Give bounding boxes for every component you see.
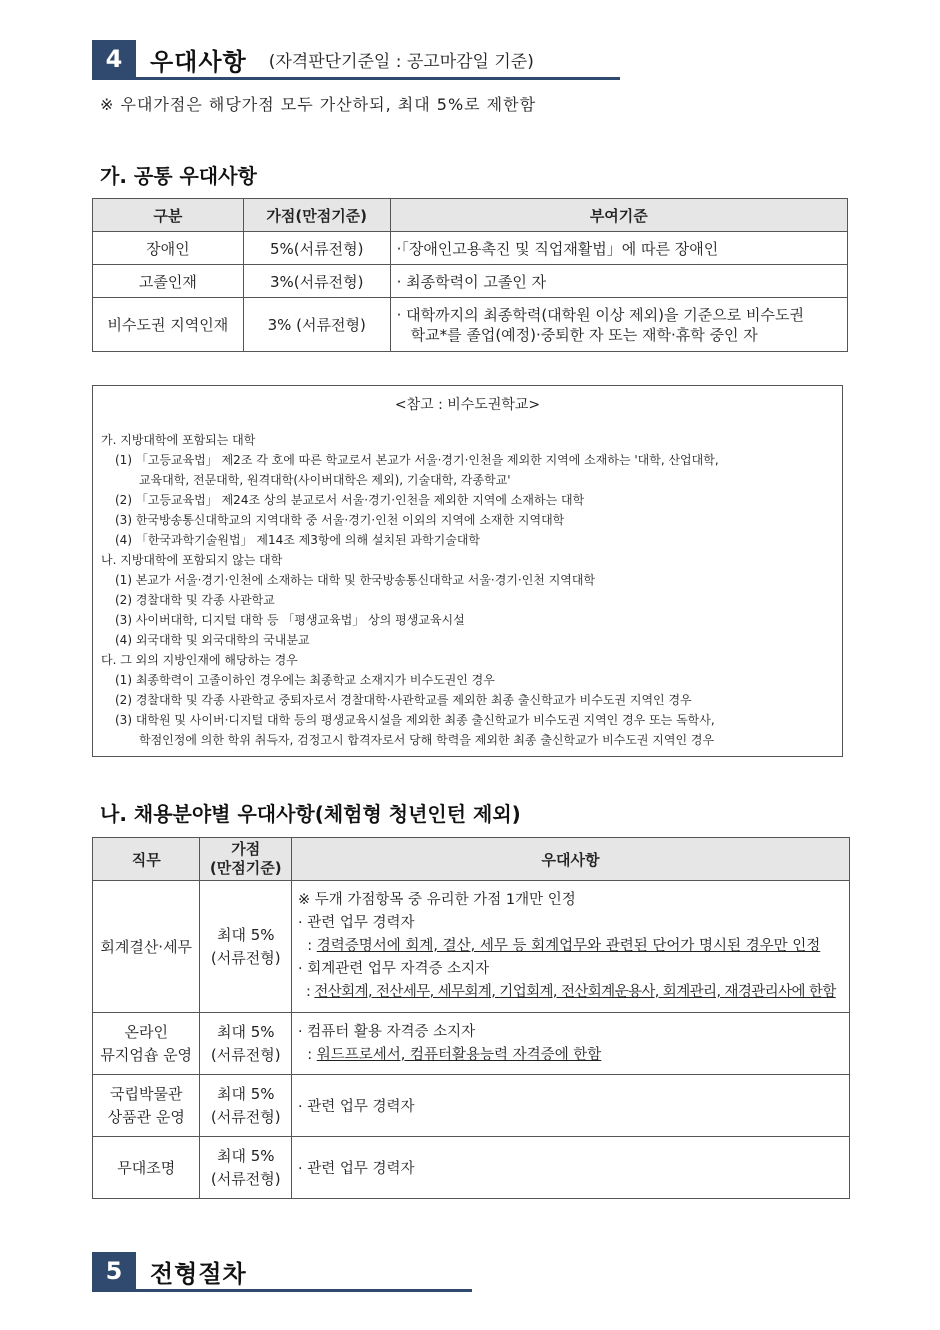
table-row — [93, 881, 850, 1013]
preference-line — [298, 935, 843, 958]
reference-line: 나. 지방대학에 포함되지 않는 대학 — [101, 553, 283, 567]
preference-line — [298, 981, 843, 1004]
reference-line: (4) 외국대학 및 외국대학의 국내분교 — [115, 633, 310, 647]
preference-cell: · 관련 업무 경력자 — [292, 1075, 850, 1137]
criteria-line: · 대학까지의 최종학력(대학원 이상 제외)을 기준으로 비수도권 — [396, 305, 804, 324]
reference-line: (1) 최종학력이 고졸이하인 경우에는 최종학교 소재지가 비수도권인 경우 — [115, 673, 495, 687]
section-number: 5 — [92, 1252, 136, 1290]
points-line: 최대 5% — [216, 1146, 275, 1165]
points-line: (서류전형) — [210, 948, 281, 967]
preference-cell — [292, 881, 850, 1013]
col-header-criteria: 부여기준 — [390, 199, 847, 232]
job-line: 뮤지엄숍 운영 — [100, 1045, 193, 1064]
job-cell: 회계결산·세무 — [93, 881, 200, 1013]
common-heading: 가. 공통 우대사항 — [100, 164, 257, 188]
preference-underlined-text: 워드프로세서, 컴퓨터활용능력 자격증에 한함 — [316, 1046, 602, 1063]
reference-line: 가. 지방대학에 포함되는 대학 — [101, 433, 256, 447]
points-line: 최대 5% — [216, 1022, 275, 1041]
points-line: 최대 5% — [216, 1084, 275, 1103]
byfield-heading: 나. 채용분야별 우대사항(체험형 청년인턴 제외) — [100, 802, 521, 826]
category-cell: 고졸인재 — [93, 265, 244, 298]
job-line: 국립박물관 — [109, 1084, 183, 1103]
section-number: 4 — [92, 40, 136, 78]
reference-line: 교육대학, 전문대학, 원격대학(사이버대학은 제외), 기술대학, 각종학교' — [139, 473, 511, 487]
points-cell — [200, 1137, 292, 1199]
points-cell — [200, 1013, 292, 1075]
table-row — [93, 232, 848, 265]
preference-line — [298, 1044, 843, 1067]
common-table — [92, 198, 848, 352]
reference-line: (1) 「고등교육법」 제2조 각 호에 따른 학교로서 본교가 서울·경기·인천을 제외한 지역에 소재하는 '대학, 산업대학, — [115, 453, 719, 467]
points-cell: 3%(서류전형) — [243, 265, 390, 298]
reference-line: 학점인정에 의한 학위 취득자, 검정고시 합격자로서 당해 학력을 제외한 최종 출신학교가 비수도권 지역인 경우 — [139, 733, 715, 747]
preference-cell: · 관련 업무 경력자 — [292, 1137, 850, 1199]
preference-line: · 회계관련 업무 자격증 소지자 — [298, 961, 490, 977]
reference-line: (3) 한국방송통신대학교의 지역대학 중 서울·경기·인천 이외의 지역에 소재한 지역대학 — [115, 513, 565, 527]
job-cell — [93, 1013, 200, 1075]
reference-line: (2) 경찰대학 및 각종 사관학교 — [115, 593, 275, 607]
col-header-job: 직무 — [93, 838, 200, 881]
points-line: 최대 5% — [216, 925, 275, 944]
section-subtitle: (자격판단기준일 : 공고마감일 기준) — [268, 51, 534, 72]
points-line: (서류전형) — [210, 1169, 281, 1188]
section-title: 전형절차 — [150, 1259, 247, 1288]
col-header-points — [200, 838, 292, 881]
bonus-note: ※ 우대가점은 해당가점 모두 가산하되, 최대 5%로 제한함 — [100, 95, 537, 114]
col-header-points: 가점(만점기준) — [243, 199, 390, 232]
points-cell: 5%(서류전형) — [243, 232, 390, 265]
reference-list — [93, 430, 842, 750]
col-header-category: 구분 — [93, 199, 244, 232]
table-row — [93, 1137, 850, 1199]
criteria-cell: ·「장애인고용촉진 및 직업재활법」에 따른 장애인 — [390, 232, 847, 265]
job-cell — [93, 1075, 200, 1137]
section-underline — [92, 1289, 472, 1292]
reference-line: 다. 그 외의 지방인재에 해당하는 경우 — [101, 653, 298, 667]
section-5-header — [92, 1252, 247, 1290]
job-cell: 무대조명 — [93, 1137, 200, 1199]
job-line: 상품관 운영 — [107, 1107, 185, 1126]
category-cell: 장애인 — [93, 232, 244, 265]
criteria-line: 학교*를 졸업(예정)·중퇴한 자 또는 재학·휴학 중인 자 — [410, 325, 758, 344]
category-cell: 비수도권 지역인재 — [93, 298, 244, 352]
points-header-line: (만점기준) — [209, 859, 282, 877]
table-row — [93, 298, 848, 352]
preference-prefix: : — [298, 984, 315, 1000]
points-line: (서류전형) — [210, 1107, 281, 1126]
points-cell — [200, 1075, 292, 1137]
reference-line: (1) 본교가 서울·경기·인천에 소재하는 대학 및 한국방송통신대학교 서울·경기·인천 지역대학 — [115, 573, 596, 587]
reference-line: (2) 「고등교육법」 제24조 상의 분교로서 서울·경기·인천을 제외한 지역에 소재하는 대학 — [115, 493, 585, 507]
preference-underlined-text: 전산회계, 전산세무, 세무회계, 기업회계, 전산회계운용사, 회계관리, 재경관리사에 한함 — [314, 984, 836, 1000]
byfield-table — [92, 837, 850, 1199]
points-line: (서류전형) — [210, 1045, 281, 1064]
preference-line: ※ 두개 가점항목 중 유리한 가점 1개만 인정 — [298, 892, 576, 908]
criteria-cell — [390, 298, 847, 352]
preference-prefix: : — [298, 938, 317, 954]
reference-line: (3) 대학원 및 사이버·디지털 대학 등의 평생교육시설을 제외한 최종 출신학교가 비수도권 지역인 경우 또는 독학사, — [115, 713, 715, 727]
preference-line: · 관련 업무 경력자 — [298, 915, 415, 931]
col-header-preference: 우대사항 — [292, 838, 850, 881]
reference-line: (4) 「한국과학기술원법」 제14조 제3항에 의해 설치된 과학기술대학 — [115, 533, 480, 547]
section-title: 우대사항 — [150, 47, 247, 76]
preference-cell — [292, 1013, 850, 1075]
reference-line: (2) 경찰대학 및 각종 사관학교 중퇴자로서 경찰대학·사관학교를 제외한 최종 출신학교가 비수도권 지역인 경우 — [115, 693, 692, 707]
points-header-line: 가점 — [231, 840, 261, 858]
reference-box — [92, 385, 843, 757]
criteria-cell: · 최종학력이 고졸인 자 — [390, 265, 847, 298]
reference-line: (3) 사이버대학, 디지털 대학 등 「평생교육법」 상의 평생교육시설 — [115, 613, 465, 627]
preference-line: · 컴퓨터 활용 자격증 소지자 — [298, 1023, 476, 1040]
table-row — [93, 1075, 850, 1137]
preference-underlined-text: 경력증명서에 회계, 결산, 세무 등 회계업무와 관련된 단어가 명시된 경우만 인정 — [316, 938, 821, 954]
job-line: 온라인 — [124, 1022, 168, 1041]
table-row — [93, 265, 848, 298]
points-cell — [200, 881, 292, 1013]
preference-prefix: : — [298, 1046, 317, 1063]
table-row — [93, 1013, 850, 1075]
section-4-header — [92, 40, 534, 78]
points-cell: 3% (서류전형) — [243, 298, 390, 352]
reference-title: <참고 : 비수도권학교> — [394, 397, 541, 413]
section-underline — [92, 77, 620, 80]
